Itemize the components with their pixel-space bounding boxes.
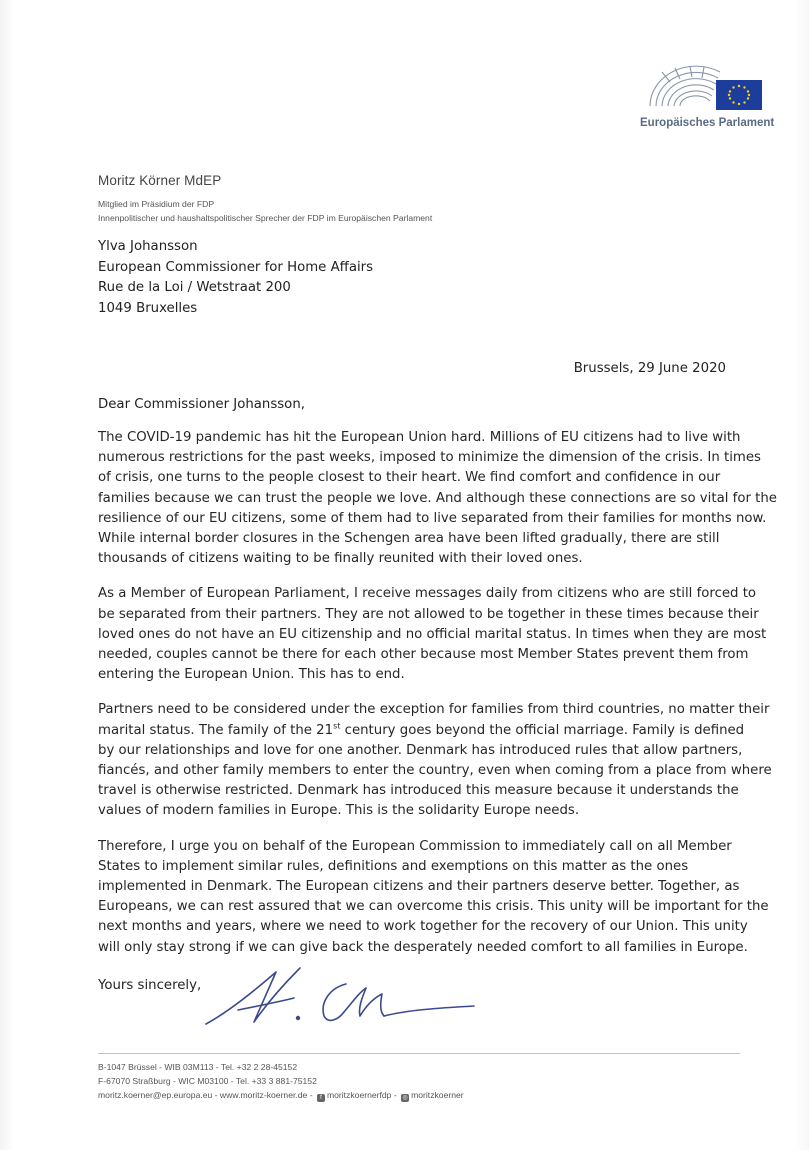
paragraph-line: be separated from their partners. They are not allowed to be together in these times because their [98, 606, 759, 622]
paragraph-line: Europeans, we can rest assured that we can overcome this crisis. This unity will be important for the [98, 899, 769, 915]
facebook-icon: f [317, 1094, 325, 1102]
sender-name: Moritz Körner MdEP [98, 173, 222, 188]
paragraph-line: While internal border closures in the Schengen area have been lifted gradually, there are still [98, 531, 720, 547]
footer-divider [98, 1053, 740, 1054]
paragraph-line: will only stay strong if we can give back the desperately needed comfort to all families in Europe. [98, 939, 748, 955]
paragraph-line [98, 721, 745, 741]
salutation: Dear Commissioner Johansson, [98, 397, 305, 412]
footer-facebook: moritzkoernerfdp [326, 1090, 392, 1100]
letter-footer [98, 1060, 464, 1102]
footer-email-web: moritz.koerner@ep.europa.eu - www.moritz-koerner.de - [98, 1090, 315, 1100]
paragraph-line: families because we can trust the people we love. And although these connections are so vital for the [98, 490, 777, 506]
footer-separator: - [391, 1090, 400, 1100]
paragraph-line: thousands of citizens waiting to be finally reunited with their loved ones. [98, 551, 583, 567]
letter-body [98, 428, 777, 973]
paragraph-line-part: century goes beyond the official marriage. Family is defined [340, 722, 745, 738]
recipient-street: Rue de la Loi / Wetstraat 200 [98, 280, 291, 295]
paragraph-line: values of modern families in Europe. This is the solidarity Europe needs. [98, 803, 580, 819]
closing: Yours sincerely, [98, 978, 202, 993]
logo-wordmark: Europäisches Parlament [640, 117, 775, 129]
footer-contact [98, 1088, 464, 1102]
paragraph-2 [98, 584, 767, 685]
footer-instagram: moritzkoerner [411, 1090, 464, 1100]
ordinal-suffix: st [333, 721, 341, 731]
paragraph-line: loved ones do not have an EU citizenship and no official marital status. In times when they are most [98, 626, 767, 642]
paragraph-line: implemented in Denmark. The European citizens and their partners deserve better. Together, as [98, 879, 740, 895]
instagram-icon: ◎ [402, 1095, 408, 1101]
recipient-title: European Commissioner for Home Affairs [98, 259, 374, 275]
paragraph-4 [98, 837, 769, 958]
paragraph-line: travel is otherwise restricted. Denmark has introduced this measure because it understands the [98, 783, 739, 799]
paragraph-line: fiancés, and other family members to enter the country, even when coming from a place from where [98, 763, 772, 779]
recipient-name: Ylva Johansson [98, 239, 198, 254]
paragraph-line: States to implement similar rules, definitions and exemptions on this matter as the ones [98, 858, 689, 874]
paragraph-line: As a Member of European Parliament, I receive messages daily from citizens who are still forced to [98, 586, 757, 602]
footer-brussels: B-1047 Brüssel - WIB 03M113 - Tel. +32 2 28-45152 [98, 1062, 298, 1072]
paragraph-line: Partners need to be considered under the exception for families from third countries, no matter their [98, 702, 770, 718]
paragraph-3 [98, 700, 772, 821]
paragraph-line: Therefore, I urge you on behalf of the European Commission to immediately call on all Member [98, 838, 732, 854]
paragraph-line-part: marital status. The family of the 21 [98, 722, 334, 738]
recipient-city: 1049 Bruxelles [98, 300, 198, 316]
handwritten-signature [198, 962, 498, 1042]
sender-role-2: Innenpolitischer und haushaltspolitischer Sprecher der FDP im Europäischen Parlament [98, 213, 433, 223]
paragraph-line: The COVID-19 pandemic has hit the European Union hard. Millions of EU citizens had to live with [98, 430, 741, 445]
recipient-address [98, 237, 373, 319]
paragraph-line: entering the European Union. This has to end. [98, 667, 405, 683]
sender-role-1: Mitglied im Präsidium der FDP [98, 199, 215, 209]
paragraph-line: numerous restrictions for the past weeks, imposed to minimize the dimension of the crisis. In times [98, 450, 761, 466]
paragraph-line: resilience of our EU citizens, some of them had to live separated from their families for months now. [98, 510, 767, 526]
paragraph-line: by our relationships and love for one another. Denmark has introduced rules that allow partners, [98, 742, 743, 758]
footer-strasbourg: F-67070 Straßburg - WIC M03100 - Tel. +33 3 881-75152 [98, 1076, 317, 1086]
paragraph-line: next months and years, where we need to work together for the recovery of our Union. This unity [98, 919, 748, 935]
paragraph-line: needed, couples cannot be there for each other because most Member States prevent them from [98, 647, 749, 663]
paragraph-line: of crisis, one turns to the people closest to their heart. We find comfort and confidence in our [98, 470, 721, 486]
paragraph-1 [98, 428, 777, 569]
letter-date: Brussels, 29 June 2020 [573, 361, 726, 376]
